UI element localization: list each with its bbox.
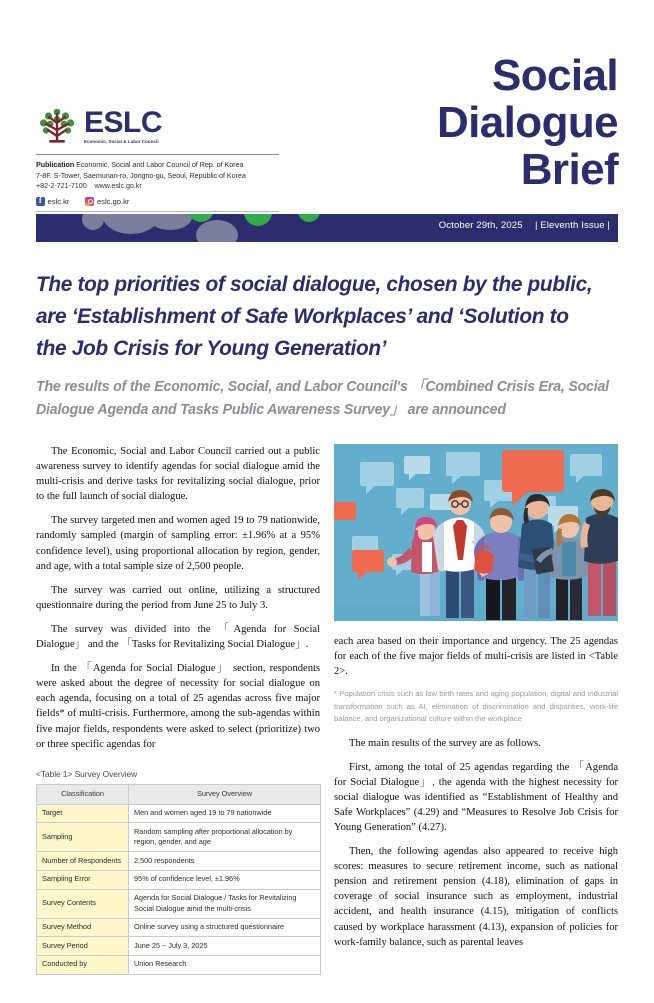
page-title xyxy=(437,52,618,193)
publication-phone: +82-2-721-7100 xyxy=(36,181,87,191)
table-cell-value: Online survey using a structured questionnaire xyxy=(129,918,321,937)
band-dot-slate-4 xyxy=(196,220,238,242)
left-column xyxy=(36,444,320,761)
illustration-artwork xyxy=(334,444,618,621)
survey-table-body xyxy=(37,804,321,974)
title-line-dialogue: Dialogue xyxy=(437,98,618,147)
article-subheadline: The results of the Economic, Social, and Labor Council's 「Combined Crisis Era, Social Dialogue Agenda and Tasks Public Awareness Survey」 are announced xyxy=(36,379,609,418)
brand-block xyxy=(36,104,336,212)
publication-contact xyxy=(36,181,336,192)
table-cell-key: Survey Contents xyxy=(37,889,129,918)
table-cell-value: June 25 ~ July 3, 2025 xyxy=(129,937,321,956)
table-cell-key: Survey Method xyxy=(37,918,129,937)
publication-label: Publication xyxy=(36,160,75,169)
eslc-tree-logo-icon xyxy=(36,105,78,147)
brand-divider-top xyxy=(36,154,279,155)
table-row xyxy=(37,804,321,823)
table-header-overview: Survey Overview xyxy=(129,785,321,805)
instagram-link[interactable] xyxy=(85,197,129,206)
table-caption: <Table 1> Survey Overview xyxy=(36,769,138,779)
left-paragraph-5: In the 「Agenda for Social Dialogue」 section, respondents were asked about the degree of necessity for social dialogue on each agenda, focusing on a total of 25 agendas across five major fields* of multi-crisis. Furthermore, among the sub-agendas within five major fields, respondents were asked to select (prioritize) two or three specific agendas for xyxy=(36,663,320,750)
facebook-link[interactable] xyxy=(36,197,69,206)
table-row xyxy=(37,889,321,918)
left-paragraph-4: The survey was divided into the 「Agenda for Social Dialogue」 and the 「Tasks for Revitalizing Social Dialogue」. xyxy=(36,623,320,651)
article-headline: The top priorities of social dialogue, chosen by the public, are ‘Establishment of Safe Workplaces’ and ‘Solution to the Job Crisis for Young Generation’ xyxy=(36,271,593,360)
title-line-brief: Brief xyxy=(520,145,618,194)
publication-info xyxy=(36,160,336,192)
publication-website[interactable]: www.eslc.go.kr xyxy=(94,181,142,191)
title-line-social: Social xyxy=(491,51,618,100)
eslc-logo-tagline: Economic, Social & Labor Council xyxy=(84,138,159,144)
right-paragraph-4: Then, the following agendas also appeared to receive high scores: measures to secure retirement income, such as national pension and retirement pension (4.18), elimination of gaps in coverage of social insurance such as employment, industrial accident, and health insurance (4.15), mitigation of conflicts caused by workplace harassment (4.13), expansion of policies for work-family balance, such as parental leaves xyxy=(334,846,618,948)
table-cell-value: Random sampling after proportional allocation by region, gender, and age xyxy=(129,823,321,852)
facebook-icon xyxy=(36,197,45,206)
group-discussion-illustration xyxy=(334,444,618,621)
left-paragraph-1: The Economic, Social and Labor Council carried out a public awareness survey to identify agendas for social dialogue amid the multi-crisis and derive tasks for revitalizing social dialogue, prior to the full launch of social dialogue. xyxy=(36,446,320,503)
table-row xyxy=(37,852,321,871)
right-paragraph-1: each area based on their importance and urgency. The 25 agendas for each of the five major fields of multi-crisis are listed in <Table 2>. xyxy=(334,636,618,678)
social-links xyxy=(36,197,336,206)
table-cell-key: Number of Respondents xyxy=(37,852,129,871)
masthead xyxy=(0,0,654,212)
survey-table-section xyxy=(36,769,320,975)
issue-number: | Eleventh Issue | xyxy=(534,220,610,231)
eslc-logo-text xyxy=(84,105,163,144)
publication-org: Economic, Social and Labor Council of Rep. of Korea xyxy=(76,160,244,169)
table-cell-value: 95% of confidence level, ±1.96% xyxy=(129,870,321,889)
issue-dateline xyxy=(439,220,610,231)
issue-date: October 29th, 2025 xyxy=(438,220,523,231)
table-row xyxy=(37,937,321,956)
instagram-icon xyxy=(85,197,94,206)
table-row xyxy=(37,955,321,974)
table-cell-key: Sampling Error xyxy=(37,870,129,889)
table-cell-key: Survey Period xyxy=(37,937,129,956)
table-cell-key: Conducted by xyxy=(37,955,129,974)
left-paragraph-3: The survey was carried out online, utilizing a structured questionnaire during the period from June 25 to July 3. xyxy=(36,584,320,611)
table-cell-key: Sampling xyxy=(37,823,129,852)
dateline-spacer xyxy=(527,220,530,231)
table-row xyxy=(37,918,321,937)
table-cell-value: Agenda for Social Dialogue / Tasks for Revitalizing Social Dialogue amid the multi-crisis xyxy=(129,889,321,918)
table-cell-value: Union Research xyxy=(129,955,321,974)
publication-line-1 xyxy=(36,160,336,171)
left-paragraph-2: The survey targeted men and women aged 19 to 79 nationwide, randomly sampled (margin of sampling error: ±1.96% at a 95% confidence level), using proportional allocation by region, gender, and age, with a total sample size of 2,500 people. xyxy=(36,515,320,572)
table-row xyxy=(37,870,321,889)
right-column xyxy=(334,634,618,959)
right-footnote: * Population crisis such as low birth rates and aging population, digital and industrial transformation such as AI, elimination of discrimination and disparities, work-life balance, and organizational culture within the workplace xyxy=(334,689,618,724)
table-cell-value: Men and women aged 19 to 79 nationwide xyxy=(129,804,321,823)
table-cell-key: Target xyxy=(37,804,129,823)
brand-divider-bottom xyxy=(36,211,279,212)
facebook-handle: eslc.kr xyxy=(47,196,70,206)
publication-address: 7-8F. S-Tower, Saemunan-ro, Jongno-gu, Seoul, Republic of Korea xyxy=(36,170,246,180)
table-header-row xyxy=(37,785,321,805)
table-header-classification: Classification xyxy=(37,785,129,805)
table-cell-value: 2,500 respondents xyxy=(129,852,321,871)
survey-overview-table xyxy=(36,784,321,975)
eslc-logo xyxy=(36,104,336,148)
right-paragraph-3: First, among the total of 25 agendas regarding the 「Agenda for Social Dialogue」, the agenda with the highest necessity for social dialogue was identified as “Establishment of Healthy and Safe Workplaces” (4.29) and “Measures to Resolve Job Crisis for Young Generation” (4.27). xyxy=(334,761,618,833)
right-paragraph-2: The main results of the survey are as follows. xyxy=(349,737,541,749)
table-row xyxy=(37,823,321,852)
instagram-handle: eslc.go.kr xyxy=(96,196,130,206)
eslc-logo-word: ESLC xyxy=(84,105,163,139)
